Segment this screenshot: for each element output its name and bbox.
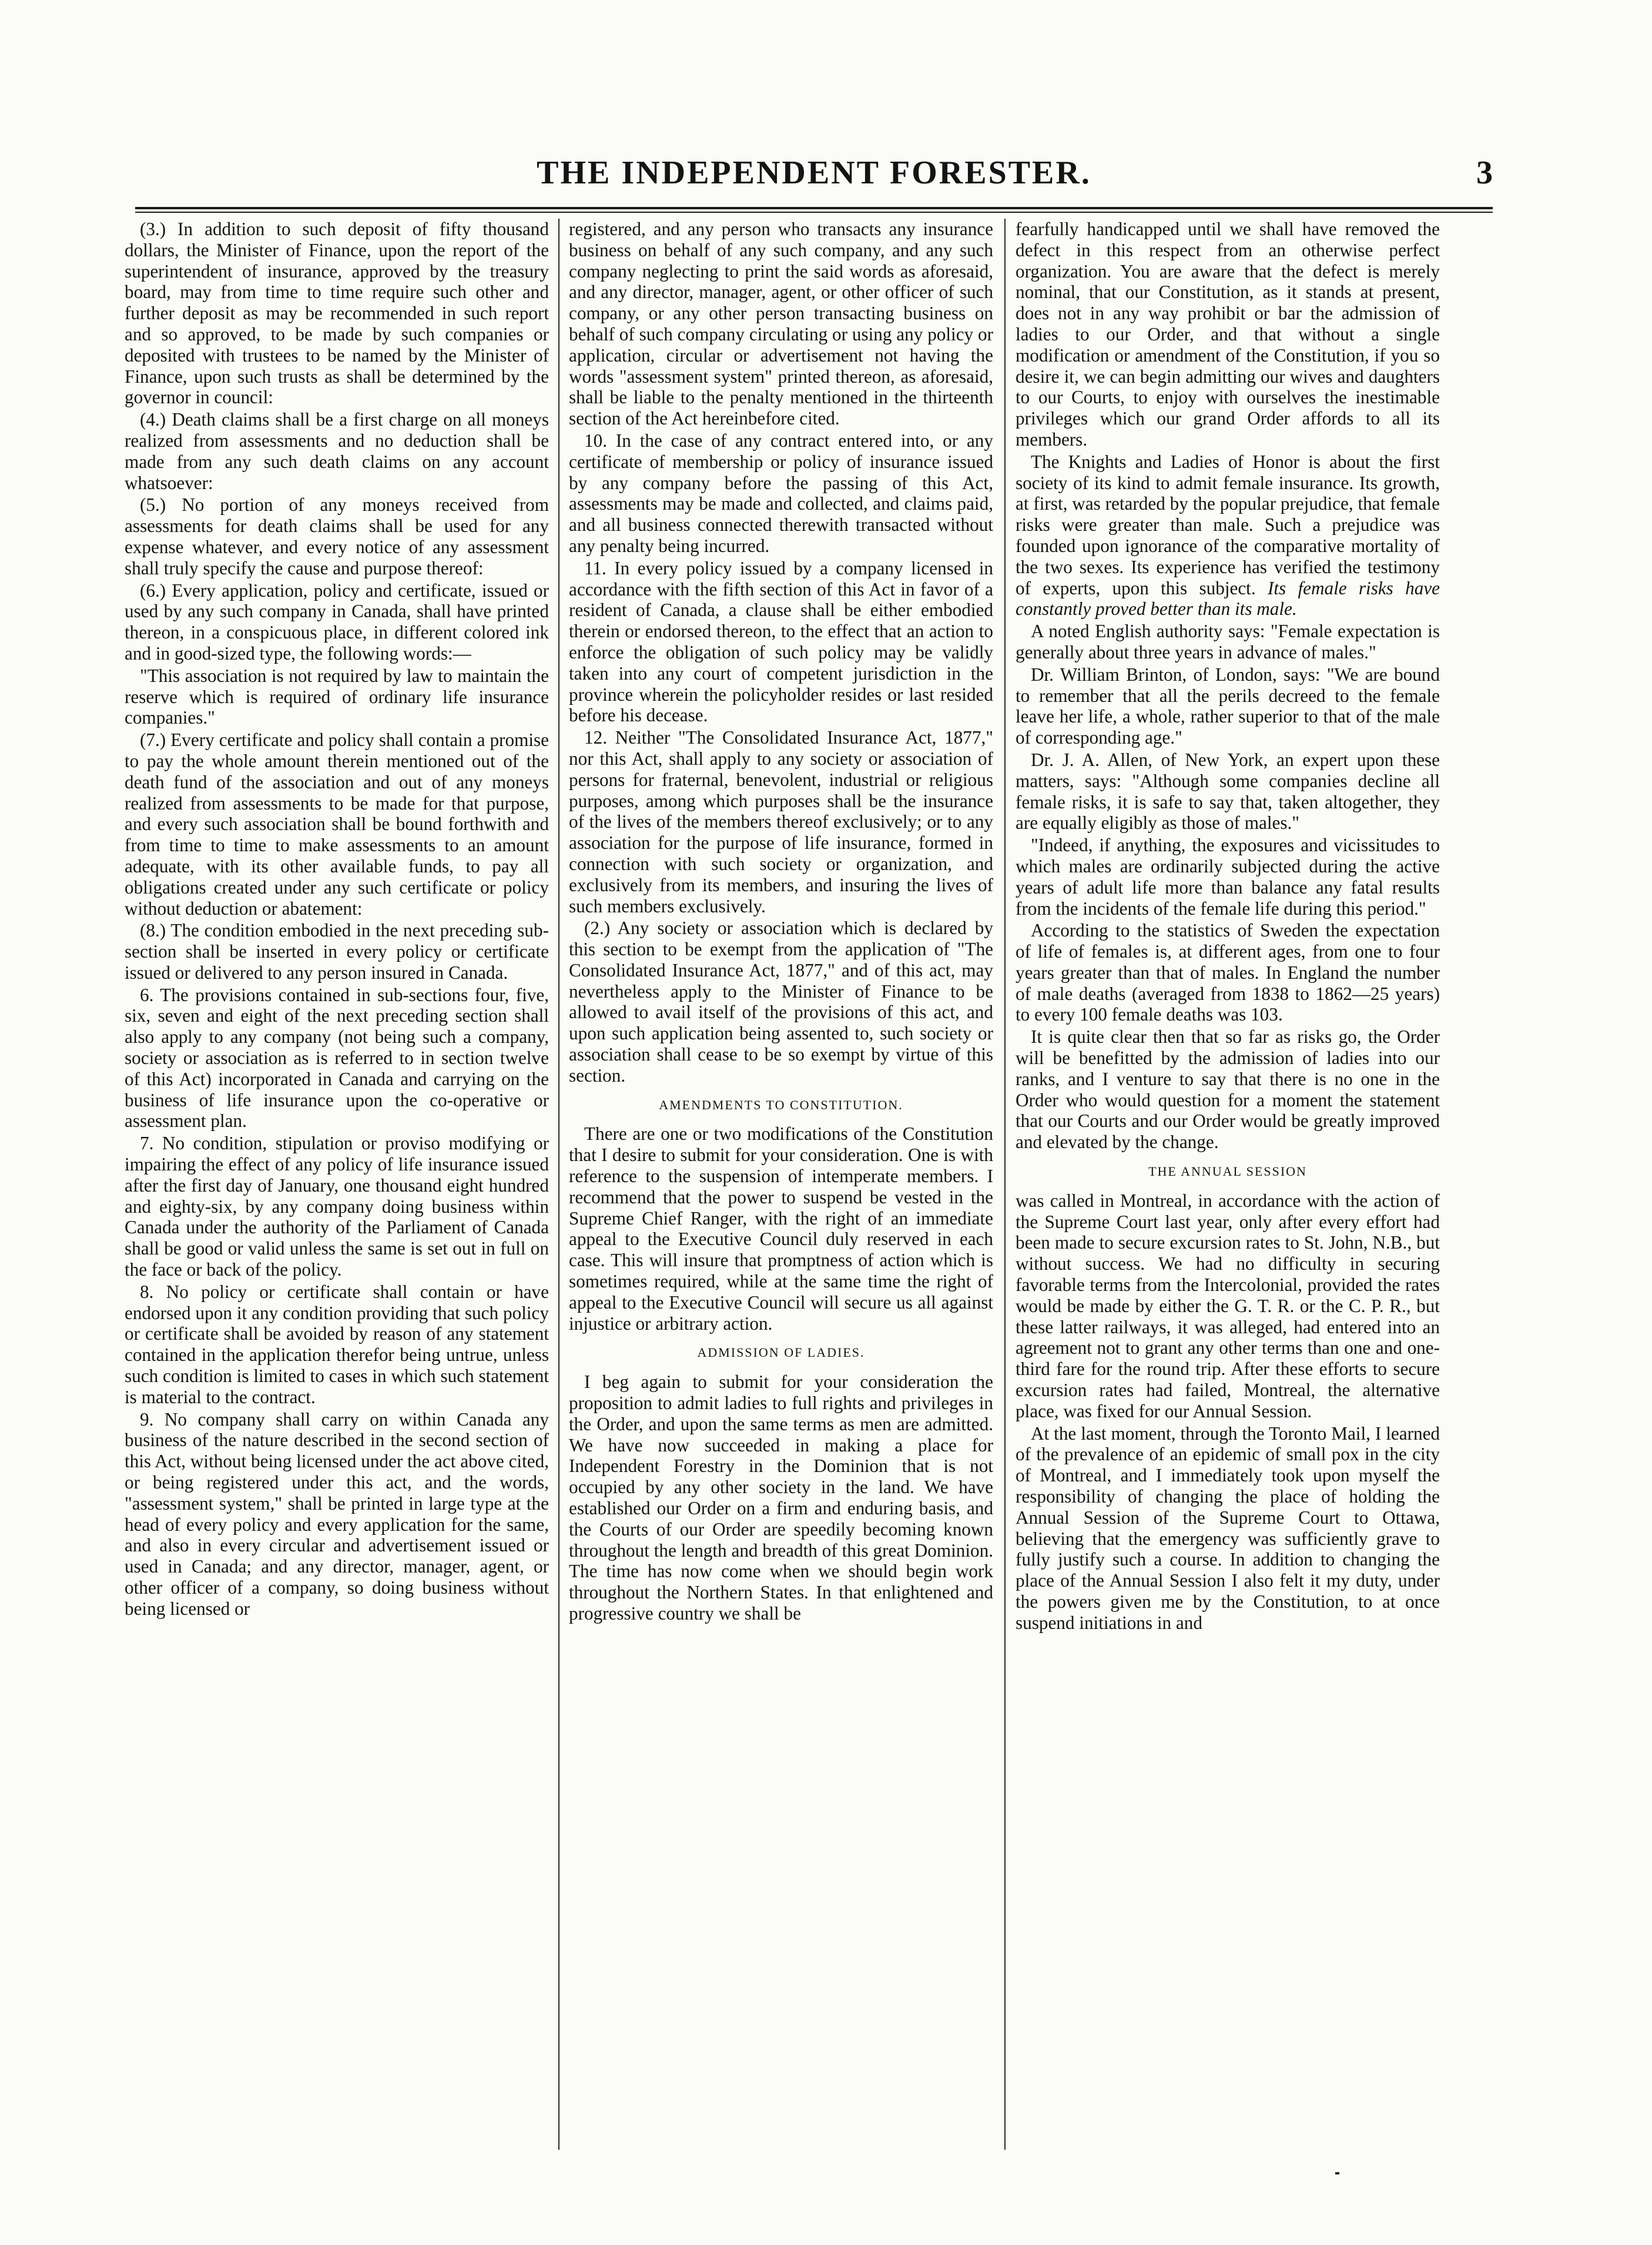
column-divider [1004, 219, 1006, 2150]
paragraph: There are one or two modifications of the Constitution that I desire to submit for your consideration. One is with reference to the suspension of intemperate members. I recommend that the power to suspend be vested in the Supreme Chief Ranger, with the right of an immediate appeal to the Executive Council duly reserved in each case. This will insure that promptness of action which is sometimes required, while at the same time the right of appeal to the Executive Council will secure us all against injustice or arbitrary action. [569, 1123, 993, 1334]
paragraph: (8.) The condition embodied in the next preceding sub-section shall be inserted in every policy or certificate issued or delivered to any person insured in Canada. [125, 920, 549, 983]
paragraph: (5.) No portion of any moneys received from assessments for death claims shall be used for any expense whatever, and every notice of any assessment shall truly specify the cause and purpose thereof: [125, 494, 549, 578]
paragraph: (3.) In addition to such deposit of fifty thousand dollars, the Minister of Finance, upon the report of the superintendent of insurance, approved by the treasury board, may from time to time require such other and further deposit as may be recommended in such report and so approved, to be made by such companies or deposited with trustees to be named by the Minister of Finance, upon such trusts as shall be determined by the governor in council: [125, 219, 549, 408]
section-heading: AMENDMENTS TO CONSTITUTION. [659, 1097, 903, 1112]
paragraph: 6. The provisions contained in sub-sections four, five, six, seven and eight of the next preceding section shall also apply to any company (not being such a company, society or association as is referred to in section twelve of this Act) incorporated in Canada and carrying on the business of life insurance upon the co-operative or assessment plan. [125, 984, 549, 1132]
column-1 [125, 219, 549, 2150]
paragraph-text: The Knights and Ladies of Honor is about the first society of its kind to admit female insurance. Its growth, at first, was retarded by the popular prejudice, that female risks were greater than male. Such a prejudice was founded upon ignorance of the comparative mortality of the two sexes. Its experience has verified the testimony of experts, upon this subject. [1016, 451, 1440, 598]
page-number: 3 [1476, 155, 1493, 191]
section-heading: THE ANNUAL SESSION [1148, 1164, 1307, 1179]
quoted-paragraph: "Indeed, if anything, the exposures and vicissitudes to which males are ordinarily subjected during the active years of adult life more than balance any fatal results from the incidents of the female life during this period." [1016, 835, 1440, 919]
italic-emphasis: Its female risks have constantly proved better than its male. [1016, 577, 1440, 620]
paragraph: 11. In every policy issued by a company licensed in accordance with the fifth section of this Act in favor of a resident of Canada, a clause shall be either embodied therein or endorsed thereon, to the effect that an action to enforce the obligation of such policy may be validly taken into any court of competent jurisdiction in the province wherein the policyholder resides or last resided before his decease. [569, 557, 993, 726]
paragraph: (7.) Every certificate and policy shall contain a promise to pay the whole amount therein mentioned out of the death fund of the association and out of any moneys realized from assessments to be made for that purpose, and every such association shall be bound forthwith and from time to time to make assessments to an amount adequate, with its other available funds, to pay all obligations created under any such certificate or policy without deduction or abatement: [125, 730, 549, 919]
paragraph [1016, 451, 1440, 620]
paragraph: According to the statistics of Sweden the expectation of life of females is, at different ages, from one to four years greater than that of males. In England the number of male deaths (averaged from 1838 to 1862—25 years) to every 100 female deaths was 103. [1016, 920, 1440, 1025]
paragraph: 10. In the case of any contract entered into, or any certificate of membership or policy of insurance issued by any company before the passing of this Act, assessments may be made and collected, and claims paid, and all business connected therewith transacted without any penalty being incurred. [569, 430, 993, 556]
column-3 [1016, 219, 1440, 2150]
paragraph: (6.) Every application, policy and certificate, issued or used by any such company in Canada, shall have printed thereon, in a conspicuous place, in different colored ink and in good-sized type, the following words:— [125, 580, 549, 664]
masthead [135, 154, 1493, 201]
paragraph: I beg again to submit for your consideration the proposition to admit ladies to full rights and privileges in the Order, and upon the same terms as men are admitted. We have now succeeded in making a place for Independent Forestry in the Dominion that is not occupied by any other society in the land. We have established our Order on a firm and enduring basis, and the Courts of our Order are speedily becoming known throughout the length and breadth of this great Dominion. The time has now come when we should begin work throughout the Northern States. In that enlightened and progressive country we shall be [569, 1371, 993, 1624]
paragraph: (4.) Death claims shall be a first charge on all moneys realized from assessments and no deduction shall be made from any such death claims on any account whatsoever: [125, 409, 549, 493]
paragraph: At the last moment, through the Toronto Mail, I learned of the prevalence of an epidemic of small pox in the city of Montreal, and I immediately took upon myself the responsibility of changing the place of holding the Annual Session of the Supreme Court to Ottawa, believing that the emergency was sufficiently grave to fully justify such a course. In addition to changing the place of the Annual Session I also felt it my duty, under the powers given me by the Constitution, to at once suspend initiations in and [1016, 1423, 1440, 1633]
paragraph: Dr. J. A. Allen, of New York, an expert upon these matters, says: "Although some companies decline all female risks, it is safe to say that, taken altogether, they are equally eligibly as those of males." [1016, 749, 1440, 834]
paragraph: A noted English authority says: "Female expectation is generally about three years in advance of males." [1016, 621, 1440, 663]
paragraph: 7. No condition, stipulation or proviso modifying or impairing the effect of any policy of life insurance issued after the first day of January, one thousand eight hundred and eighty-six, by any company doing business within Canada under the authority of the Parliament of Canada shall be good or valid unless the same is set out in full on the face or back of the policy. [125, 1133, 549, 1280]
header-rule [135, 207, 1493, 213]
quoted-paragraph: "This association is not required by law to maintain the reserve which is required of ordinary life insurance companies." [125, 665, 549, 728]
paragraph: It is quite clear then that so far as risks go, the Order will be benefitted by the admission of ladies into our ranks, and I venture to say that there is no one in the Order who would question for a moment the statement that our Courts and our Order would be greatly improved and elevated by the change. [1016, 1026, 1440, 1153]
page-title: THE INDEPENDENT FORESTER. [537, 155, 1091, 191]
column-2 [569, 219, 993, 2150]
paragraph: 9. No company shall carry on within Canada any business of the nature described in the second section of this Act, without being licensed under the act above cited, or being registered under this act, and the words, "assessment system," shall be printed in large type at the head of every policy and every application for the same, and also in every circular and advertisement issued or used in Canada; and any director, manager, agent, or other officer of a company, so doing business without being licensed or [125, 1408, 549, 1619]
paragraph: registered, and any person who transacts any insurance business on behalf of any such company, and any such company neglecting to print the said words as aforesaid, and any director, manager, agent, or other officer of such company, or any other person transacting business on behalf of such company circulating or using any policy or application, circular or advertisement not having the words "assessment system" printed thereon, as aforesaid, shall be liable to the penalty mentioned in the thirteenth section of the Act hereinbefore cited. [569, 219, 993, 429]
column-divider [558, 219, 559, 2150]
footer-mark [1335, 2172, 1339, 2174]
paragraph: fearfully handicapped until we shall have removed the defect in this respect from an otherwise perfect organization. You are aware that the defect is merely nominal, that our Constitution, as it stands at present, does not in any way prohibit or bar the admission of ladies to our Order, and that without a single modification or amendment of the Constitution, if you so desire it, we can begin admitting our wives and daughters to our Courts, to enjoy with ourselves the inestimable privileges which our grand Order affords to all its members. [1016, 219, 1440, 450]
paragraph: 8. No policy or certificate shall contain or have endorsed upon it any condition providing that such policy or certificate shall be avoided by reason of any statement contained in the application therefor being untrue, unless such condition is limited to cases in which such statement is material to the contract. [125, 1281, 549, 1407]
paragraph: was called in Montreal, in accordance with the action of the Supreme Court last year, only after every effort had been made to secure excursion rates to St. John, N.B., but without success. We had no difficulty in securing favorable terms from the Intercolonial, provided the rates would be made by either the G. T. R. or the C. P. R., but these latter railways, it was alleged, had entered into an agreement not to grant any other terms than one and one-third fare for the round trip. After these efforts to secure excursion rates had failed, Montreal, the alternative place, was fixed for our Annual Session. [1016, 1190, 1440, 1421]
paragraph: Dr. William Brinton, of London, says: "We are bound to remember that all the perils decreed to the female leave her life, a whole, rather superior to that of the male of corresponding age." [1016, 664, 1440, 748]
paragraph: 12. Neither "The Consolidated Insurance Act, 1877," nor this Act, shall apply to any society or association of persons for fraternal, benevolent, industrial or religious purposes, among which purposes shall be the insurance of the lives of the members thereof exclusively; or to any association for the purpose of life insurance, formed in connection with such society or organization, and exclusively from its members, and insuring the lives of such members exclusively. [569, 727, 993, 916]
section-heading: ADMISSION OF LADIES. [697, 1345, 865, 1360]
paragraph: (2.) Any society or association which is declared by this section to be exempt from the application of "The Consolidated Insurance Act, 1877," and of this act, may nevertheless apply to the Minister of Finance to be allowed to avail itself of the provisions of this act, and upon such application being assented to, such society or association shall cease to be so exempt by virtue of this section. [569, 918, 993, 1086]
